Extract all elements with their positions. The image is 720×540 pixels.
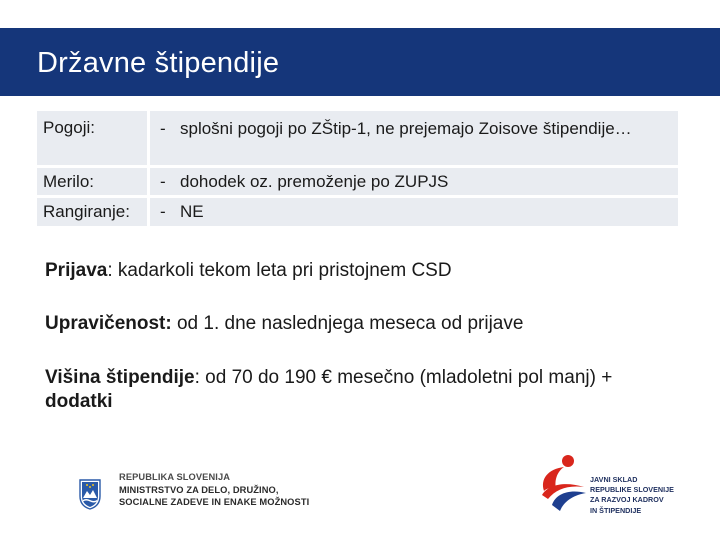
sklad-logo-icon (538, 449, 590, 523)
prijava-label: Prijava (45, 260, 108, 281)
row-label: Pogoji: (37, 111, 150, 165)
table-row (37, 198, 678, 226)
row-value: dohodek oz. premoženje po ZUPJS (180, 172, 449, 191)
sklad-line-1: JAVNI SKLAD (590, 475, 638, 484)
row-dash: - (160, 202, 166, 221)
upravicenost-paragraph (45, 312, 645, 336)
row-dash: - (160, 172, 166, 191)
prijava-paragraph (45, 259, 645, 283)
ministry-line-2: MINISTRSTVO ZA DELO, DRUŽINO, (119, 484, 279, 495)
table-row (37, 111, 678, 165)
visina-extra: dodatki (45, 391, 113, 412)
ministry-line-1: REPUBLIKA SLOVENIJA (119, 472, 231, 482)
visina-paragraph (45, 366, 645, 414)
sklad-line-2: REPUBLIKE SLOVENIJE (590, 485, 674, 495)
ministry-text (119, 471, 309, 509)
page-title: Državne štipendije (37, 47, 280, 79)
row-value: splošni pogoji po ZŠtip-1, ne prejemajo Zoisove štipendije… (180, 119, 632, 138)
sklad-line-3: ZA RAZVOJ KADROV (590, 495, 664, 505)
row-value: NE (180, 202, 204, 221)
slovenia-coat-of-arms-icon (78, 478, 102, 510)
row-dash: - (160, 119, 166, 138)
visina-text: : od 70 do 190 € mesečno (mladoletni pol manj) + (194, 367, 613, 388)
upravicenost-text: od 1. dne naslednjega meseca od prijave (171, 313, 524, 334)
table-row (37, 168, 678, 195)
ministry-line-3: SOCIALNE ZADEVE IN ENAKE MOŽNOSTI (119, 497, 310, 507)
row-label: Merilo: (37, 168, 150, 195)
visina-label: Višina štipendije (45, 367, 195, 388)
title-bar (0, 28, 720, 96)
upravicenost-label: Upravičenost: (45, 313, 172, 334)
prijava-text: : kadarkoli tekom leta pri pristojnem CSD (107, 260, 452, 281)
sklad-line-4: IN ŠTIPENDIJE (590, 505, 642, 515)
conditions-table (37, 111, 678, 229)
sklad-text (590, 475, 674, 516)
row-label: Rangiranje: (37, 198, 150, 226)
